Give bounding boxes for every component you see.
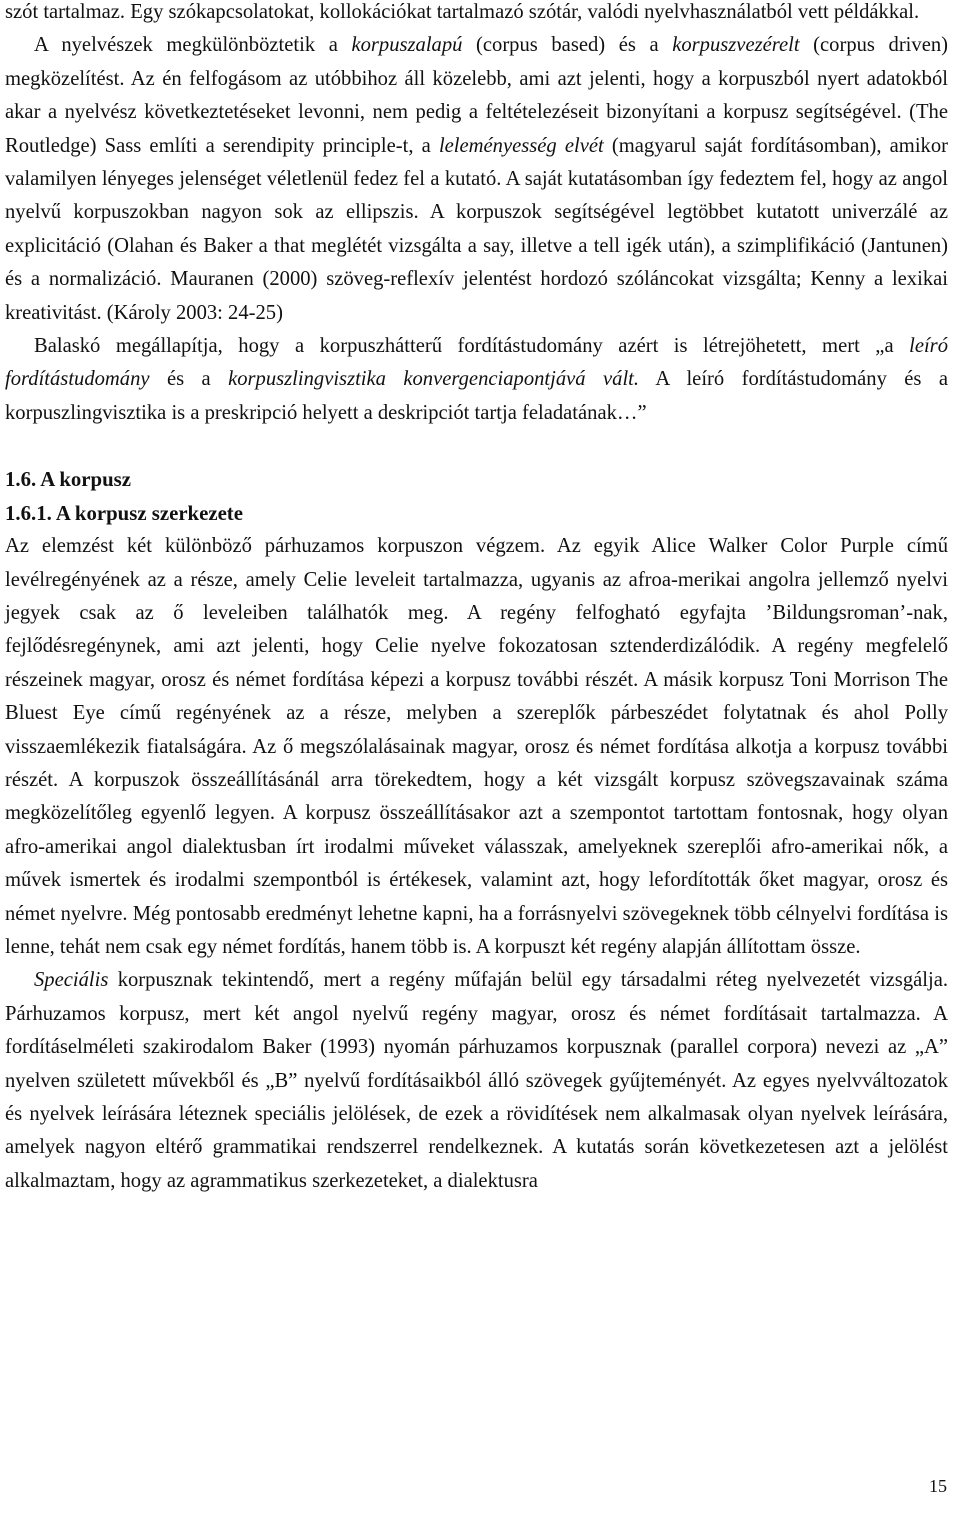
paragraph-4-text: Az elemzést két különböző párhuzamos korpuszon végzem. Az egyik Alice Walker Color Purple című levélregényének az a része, amely Celie leveleit tartalmazza, ugyanis az afroa-merikai angolra jellemző nyelvi jegyek csak az ő leveleiben találhatók meg. A regény felfogható egyfajta ’Bildungsroman’-nak, fejlődésregénynek, ami azt jelenti, hogy Celie nyelve fokozatosan sztenderdizálódik. A regény megfelelő részeinek magyar, orosz és német fordítása képezi a korpusz további részét. A másik korpusz Toni Morrison The Bluest Eye című regényének az a része, melyben a szereplők párbeszédet folytatnak és ahol Polly visszaemlékezik fiatalságára. Az ő megszólalásainak magyar, orosz és német fordítása alkotja a korpusz további részét. A korpuszok összeállításánál arra törekedtem, hogy a két vizsgált korpusz szövegszavainak száma megközelítőleg egyenlő legyen. A korpusz összeállításakor azt a szempontot tartottam fontosnak, hogy olyan afro-amerikai angol dialektusban írt irodalmi műveket válasszak, amelyeknek szereplői afro-amerikai nők, a művek ismertek és irodalmi szempontból is értékesek, valamint azt, hogy lefordították őket magyar, orosz és német nyelvre. Még pontosabb eredményt lehetne kapni, ha a forrásnyelvi szövegeknek több célnyelvi fordítása is lenne, tehát nem csak egy német fordítás, hanem több is. A korpuszt két regény alapján állítottam össze. <box>5 535 948 958</box>
quote-leiro-forditastudomany: leíró fordítástudomány <box>5 335 948 391</box>
paragraph-2-text-1: A nyelvészek megkülönböztetik a <box>34 34 352 57</box>
paragraph-1 <box>5 0 948 29</box>
paragraph-5 <box>5 964 948 1198</box>
term-specialis: Speciális <box>34 969 109 992</box>
paragraph-5-text: korpusznak tekintendő, mert a regény műfaján belül egy társadalmi réteg nyelvezetét vizsgálja. Párhuzamos korpusz, mert két angol nyelvű regény magyar, orosz és német fordításait tartalmazza. A fordításelméleti szakirodalom Baker (1993) nyomán párhuzamos korpusznak (parallel corpora) nevezi az „A” nyelven született művekből és „B” nyelvű fordításaikból álló szövegek gyűjteményét. Az egyes nyelvváltozatok és nyelvek leírására léteznek speciális jelölések, de ezek a rövidítések nem alkalmasak olyan nyelvek leírására, amelyek nagyon eltérő grammatikai rendszerrel rendelkeznek. A kutatás során következetesen azt a jelölést alkalmaztam, hogy az agrammatikus szerkezeteket, a dialektusra <box>5 969 948 1192</box>
term-korpuszalapu: korpuszalapú <box>351 34 463 57</box>
paragraph-3-text-3: A leíró fordítástudomány és a korpuszlingvisztika is a preskripció helyett a deskripciót tartja feladatának…” <box>5 368 948 424</box>
section-spacer <box>5 430 948 463</box>
paragraph-1-text: szót tartalmaz. Egy szókapcsolatokat, kollokációkat tartalmazó szótár, valódi nyelvhasználatból vett példákkal. <box>5 1 920 23</box>
paragraph-2 <box>5 29 948 330</box>
paragraph-3 <box>5 330 948 430</box>
term-korpuszvezerelt: korpuszvezérelt <box>672 34 800 57</box>
section-heading: 1.6. A korpusz <box>5 468 131 492</box>
quote-korpuszlingvisztika: korpuszlingvisztika konvergenciapontjává vált. <box>228 368 640 391</box>
paragraph-2-text-2: (corpus based) és a <box>462 34 673 57</box>
paragraph-2-text-3: (corpus driven) megközelítést. Az én felfogásom az utóbbihoz áll közelebb, ami azt jelenti, hogy a korpuszból nyert adatokból akar a nyelvész következtetéseket levonni, nem pedig a feltételezéseit bizonyítani a korpusz segítségével. (The Routledge) Sass említi a serendipity principle-t, a <box>5 34 948 157</box>
subsection-heading: 1.6.1. A korpusz szerkezete <box>5 501 243 525</box>
paragraph-4 <box>5 530 948 964</box>
paragraph-3-text-1: Balaskó megállapítja, hogy a korpuszhátterű fordítástudomány azért is létrejöhetett, mert „a <box>34 335 910 358</box>
paragraph-2-text-4: (magyarul saját fordításomban), amikor valamilyen lényeges jelenséget véletlenül fedez fel a kutató. A saját kutatásomban így fedeztem fel, hogy az angol nyelvű korpuszokban nagyon sok az ellipszis. A korpuszok segítségével legtöbbet kutatott univerzálé az explicitáció (Olahan és Baker a that meglétét vizsgálta a say, illetve a tell igék után), a szimplifikáció (Jantunen) és a normalizáció. Mauranen (2000) szöveg-reflexív jelentést hordozó szóláncokat vizsgálta; Kenny a lexikai kreativitást. (Károly 2003: 24-25) <box>5 134 948 324</box>
paragraph-3-text-2: és a <box>149 368 229 391</box>
term-lelemenyesseg-elve: leleményesség elvét <box>438 134 604 157</box>
page-number: 15 <box>929 1476 947 1496</box>
